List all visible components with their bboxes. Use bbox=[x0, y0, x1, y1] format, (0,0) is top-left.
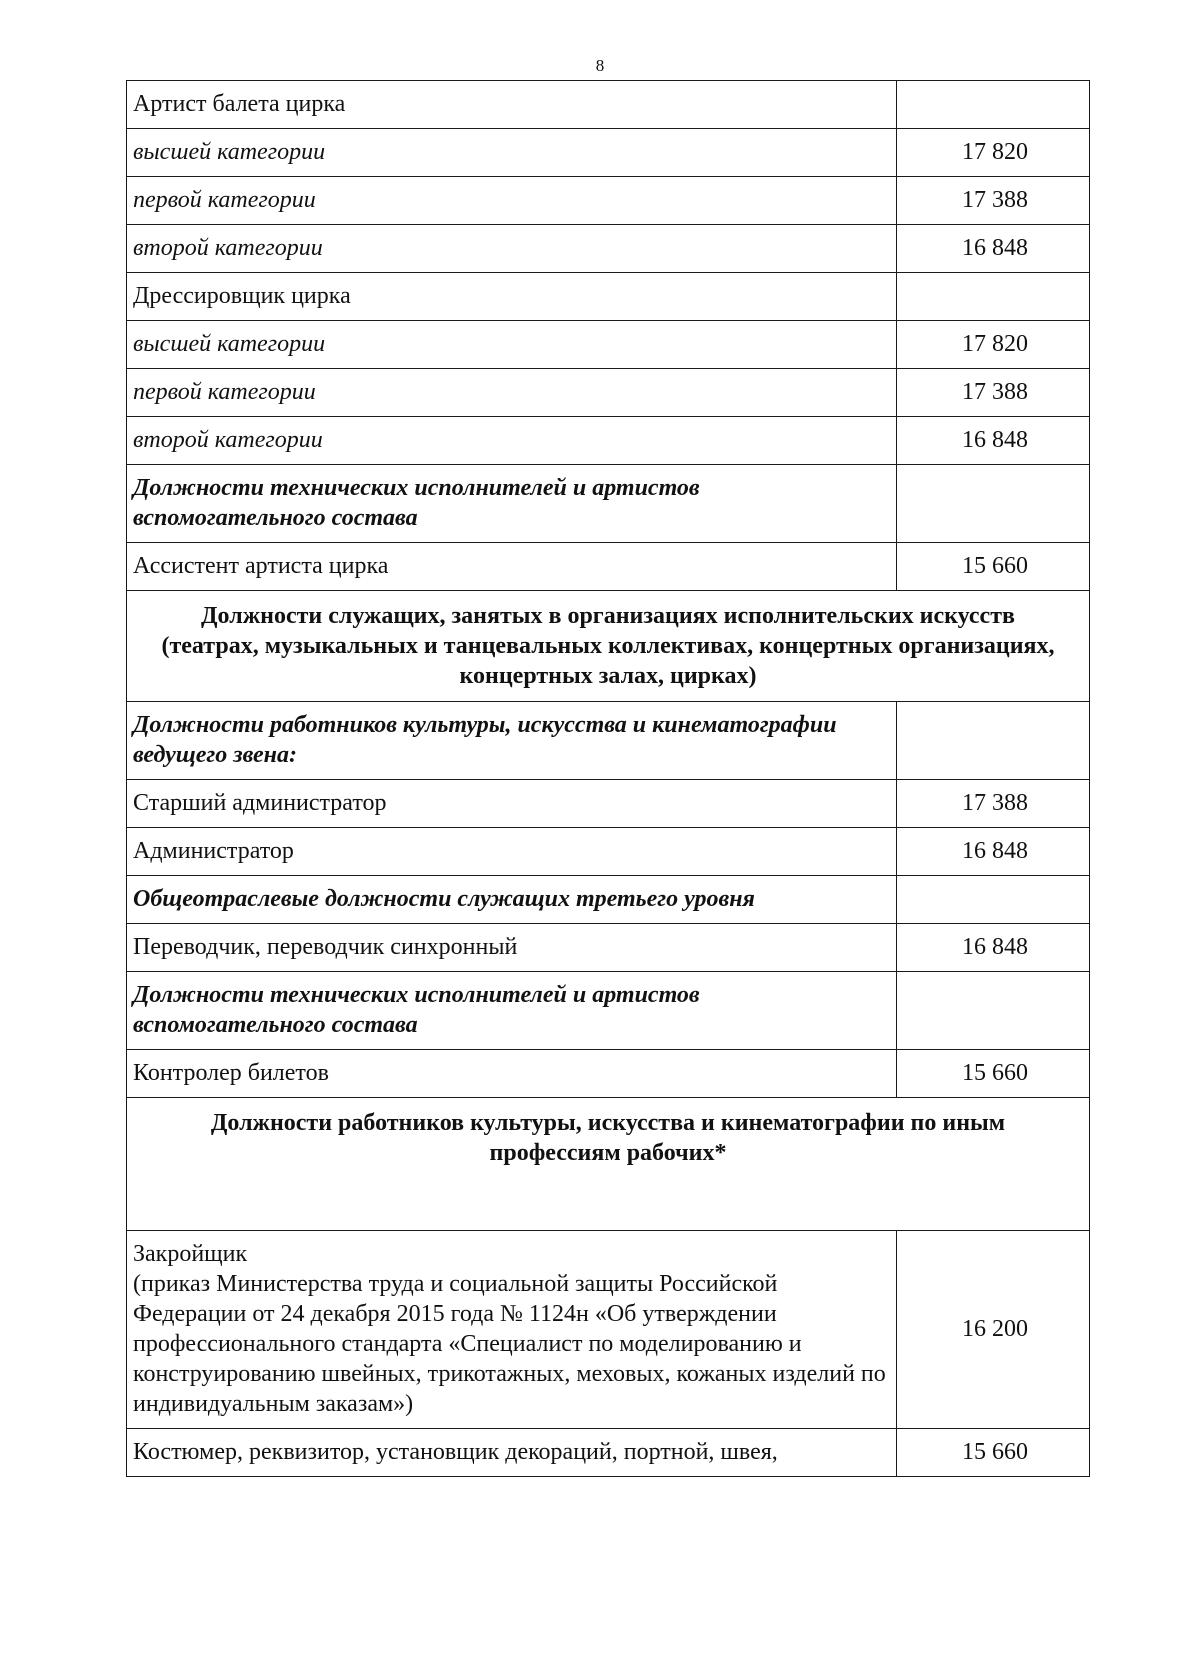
salary-value: 16 848 bbox=[897, 924, 1090, 972]
salary-value: 17 820 bbox=[897, 129, 1090, 177]
salary-value bbox=[897, 465, 1090, 543]
table-row bbox=[127, 702, 1090, 780]
category-name: высшей категории bbox=[127, 321, 897, 369]
position-name: Переводчик, переводчик синхронный bbox=[127, 924, 897, 972]
position-name: Контролер билетов bbox=[127, 1050, 897, 1098]
category-name: второй категории bbox=[127, 225, 897, 273]
table-row bbox=[127, 369, 1090, 417]
page-number: 8 bbox=[595, 56, 605, 75]
group-heading: Должности технических исполнителей и артистов вспомогательного состава bbox=[127, 972, 897, 1050]
table-row bbox=[127, 543, 1090, 591]
category-name: первой категории bbox=[127, 369, 897, 417]
table-row bbox=[127, 225, 1090, 273]
salary-value: 15 660 bbox=[897, 543, 1090, 591]
table-row bbox=[127, 1098, 1090, 1231]
table-row bbox=[127, 828, 1090, 876]
category-name: первой категории bbox=[127, 177, 897, 225]
section-heading: Должности служащих, занятых в организациях исполнительских искусств (театрах, музыкальных и танцевальных коллективах, концертных организациях, концертных залах, цирках) bbox=[127, 591, 1090, 702]
salary-value: 16 848 bbox=[897, 828, 1090, 876]
category-name: высшей категории bbox=[127, 129, 897, 177]
table-row bbox=[127, 780, 1090, 828]
section-heading: Должности работников культуры, искусства и кинематографии по иным профессиям рабочих* bbox=[127, 1098, 1090, 1231]
table-row bbox=[127, 321, 1090, 369]
salary-value bbox=[897, 81, 1090, 129]
salary-table bbox=[126, 80, 1090, 1477]
position-name: Ассистент артиста цирка bbox=[127, 543, 897, 591]
table-row bbox=[127, 1231, 1090, 1429]
table-row bbox=[127, 1429, 1090, 1477]
table-row bbox=[127, 924, 1090, 972]
salary-value: 17 388 bbox=[897, 780, 1090, 828]
position-name: Артист балета цирка bbox=[127, 81, 897, 129]
salary-value bbox=[897, 972, 1090, 1050]
group-heading: Должности работников культуры, искусства и кинематографии ведущего звена: bbox=[127, 702, 897, 780]
table-row bbox=[127, 417, 1090, 465]
position-title: Закройщик bbox=[133, 1241, 248, 1267]
group-heading: Должности технических исполнителей и артистов вспомогательного состава bbox=[127, 465, 897, 543]
salary-value: 16 848 bbox=[897, 225, 1090, 273]
salary-value: 15 660 bbox=[897, 1429, 1090, 1477]
category-name: второй категории bbox=[127, 417, 897, 465]
position-name: Старший администратор bbox=[127, 780, 897, 828]
salary-value: 17 388 bbox=[897, 369, 1090, 417]
position-name: Дрессировщик цирка bbox=[127, 273, 897, 321]
position-name: Администратор bbox=[127, 828, 897, 876]
table-row bbox=[127, 972, 1090, 1050]
salary-value: 16 848 bbox=[897, 417, 1090, 465]
salary-value bbox=[897, 273, 1090, 321]
table-row bbox=[127, 177, 1090, 225]
position-name: Костюмер, реквизитор, установщик декораций, портной, швея, bbox=[127, 1429, 897, 1477]
table-row bbox=[127, 81, 1090, 129]
table-row bbox=[127, 591, 1090, 702]
salary-value bbox=[897, 702, 1090, 780]
table-row bbox=[127, 129, 1090, 177]
group-heading: Общеотраслевые должности служащих третьего уровня bbox=[127, 876, 897, 924]
salary-value: 15 660 bbox=[897, 1050, 1090, 1098]
salary-value: 16 200 bbox=[897, 1231, 1090, 1429]
position-note: (приказ Министерства труда и социальной защиты Российской Федерации от 24 декабря 2015 года № 1124н «Об утверждении профессионального стандарта «Специалист по моделированию и конструированию швейных, трикотажных, меховых, кожаных изделий по индивидуальным заказам») bbox=[133, 1271, 886, 1417]
position-name bbox=[127, 1231, 897, 1429]
salary-value: 17 820 bbox=[897, 321, 1090, 369]
table-row bbox=[127, 876, 1090, 924]
table-row bbox=[127, 465, 1090, 543]
table-row bbox=[127, 273, 1090, 321]
table-row bbox=[127, 1050, 1090, 1098]
salary-value bbox=[897, 876, 1090, 924]
salary-value: 17 388 bbox=[897, 177, 1090, 225]
